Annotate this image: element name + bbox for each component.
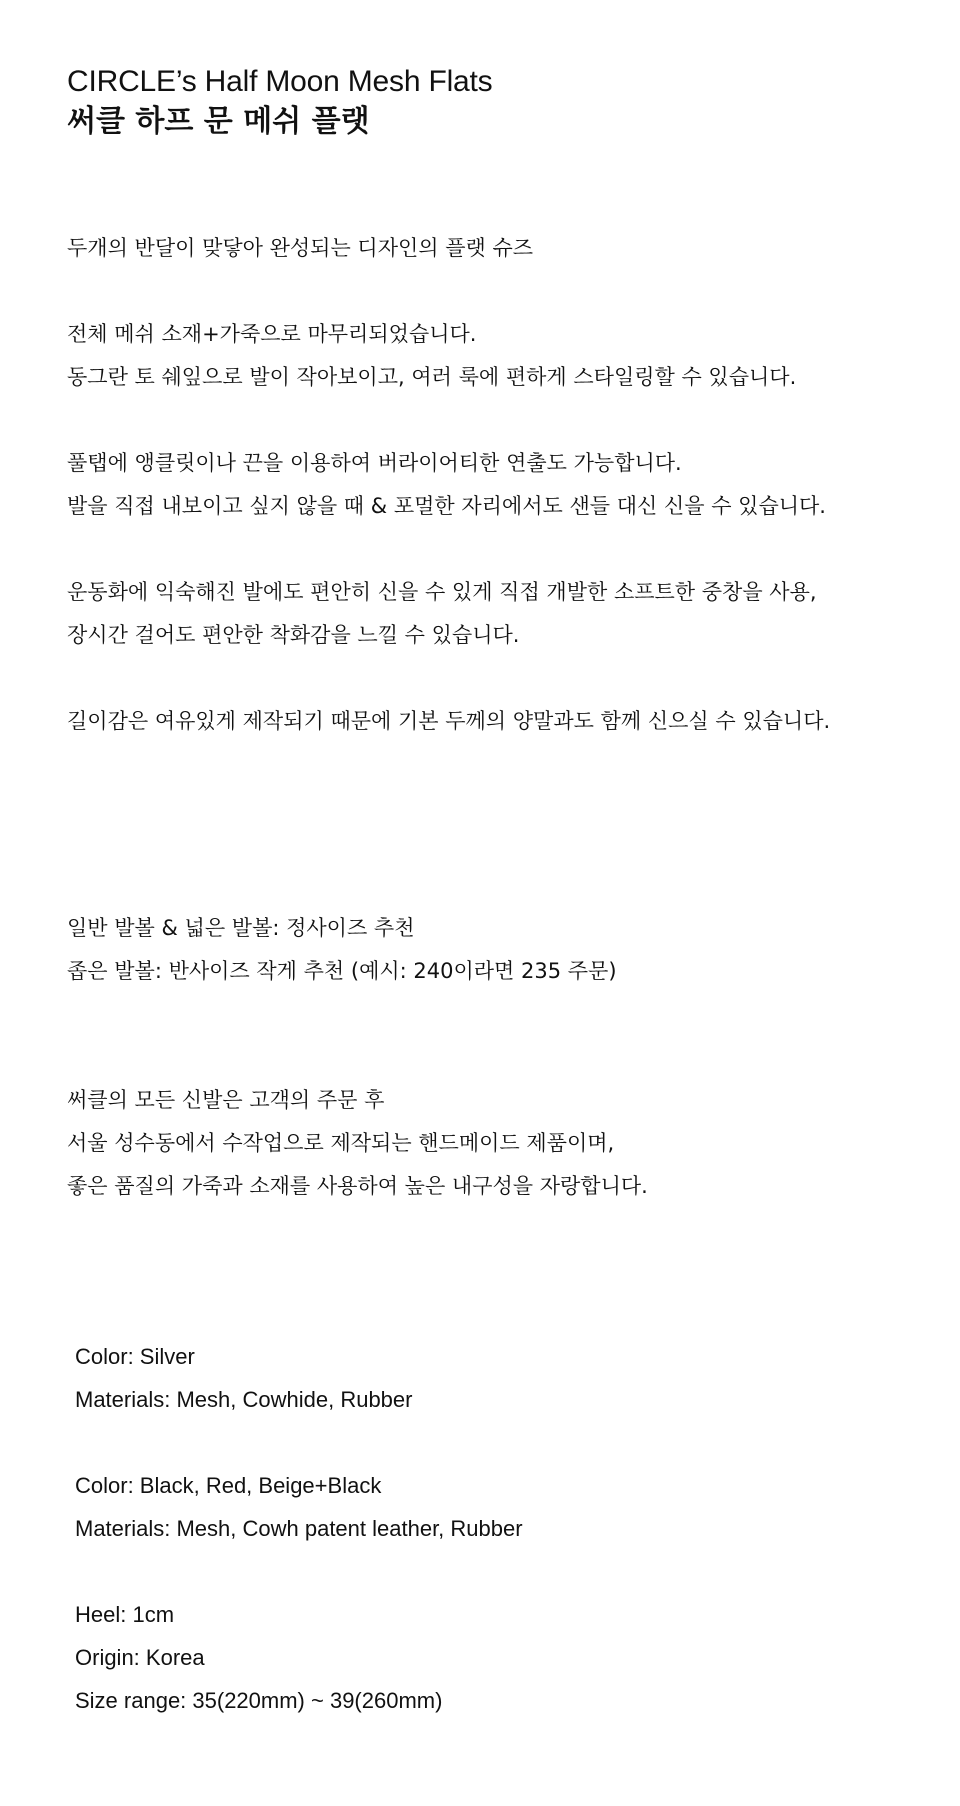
description-styling-line-1: 풀탭에 앵클릿이나 끈을 이용하여 버라이어티한 연출도 가능합니다. <box>67 451 682 475</box>
handmade-line-2: 서울 성수동에서 수작업으로 제작되는 핸드메이드 제품이며, <box>67 1131 615 1155</box>
spec-heel: Heel: 1cm <box>75 1602 175 1627</box>
handmade-line-1: 써클의 모든 신발은 고객의 주문 후 <box>67 1088 385 1112</box>
product-title-korean: 써클 하프 문 메쉬 플랫 <box>67 104 370 139</box>
spec-other-color: Color: Black, Red, Beige+Black <box>75 1473 382 1498</box>
handmade-line-3: 좋은 품질의 가죽과 소재를 사용하여 높은 내구성을 자랑합니다. <box>67 1174 648 1198</box>
sizing-wide-feet: 일반 발볼 & 넓은 발볼: 정사이즈 추천 <box>67 916 415 940</box>
description-intro: 두개의 반달이 맞닿아 완성되는 디자인의 플랫 슈즈 <box>67 236 534 260</box>
description-fit: 길이감은 여유있게 제작되기 때문에 기본 두께의 양말과도 함께 신으실 수 있습니다. <box>67 709 831 733</box>
spec-other-materials: Materials: Mesh, Cowh patent leather, Rubber <box>75 1516 523 1541</box>
description-comfort-line-2: 장시간 걸어도 편안한 착화감을 느낄 수 있습니다. <box>67 623 520 647</box>
description-comfort-line-1: 운동화에 익숙해진 발에도 편안히 신을 수 있게 직접 개발한 소프트한 중창을 사용, <box>67 580 817 604</box>
product-title-english: CIRCLE’s Half Moon Mesh Flats <box>67 65 493 98</box>
spec-size-range: Size range: 35(220mm) ~ 39(260mm) <box>75 1688 443 1713</box>
spec-silver-materials: Materials: Mesh, Cowhide, Rubber <box>75 1387 413 1412</box>
spec-origin: Origin: Korea <box>75 1645 205 1670</box>
description-styling-line-2: 발을 직접 내보이고 싶지 않을 때 & 포멀한 자리에서도 샌들 대신 신을 수 있습니다. <box>67 494 826 518</box>
spec-silver-color: Color: Silver <box>75 1344 195 1369</box>
description-material-line-1: 전체 메쉬 소재+가죽으로 마무리되었습니다. <box>67 322 477 346</box>
description-material-line-2: 동그란 토 쉐잎으로 발이 작아보이고, 여러 룩에 편하게 스타일링할 수 있습니다. <box>67 365 797 389</box>
sizing-narrow-feet: 좁은 발볼: 반사이즈 작게 추천 (예시: 240이라면 235 주문) <box>67 959 617 983</box>
